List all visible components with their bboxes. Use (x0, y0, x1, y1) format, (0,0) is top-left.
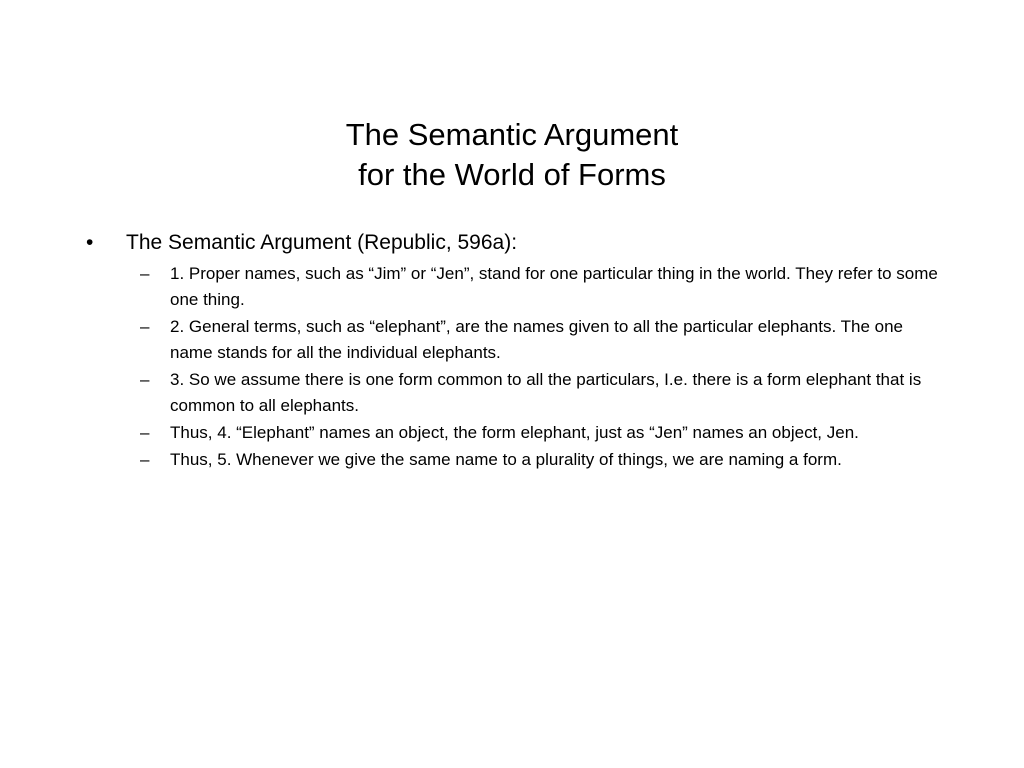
sub-bullet-3 (86, 367, 950, 419)
sub-bullet-text: Thus, 4. “Elephant” names an object, the form elephant, just as “Jen” names an object, Jen. (170, 423, 859, 442)
main-bullet-text: The Semantic Argument (Republic, 596a): (126, 231, 518, 254)
dash-marker: – (140, 317, 150, 336)
slide-title-line-1: The Semantic Argument (345, 116, 679, 152)
sub-bullet-text: 2. General terms, such as “elephant”, are the names given to all the particular elephants. The one name stands for all the individual elephants. (170, 317, 903, 362)
main-bullet (86, 229, 946, 257)
slide-body (86, 229, 946, 474)
slide-title (0, 115, 1024, 195)
dash-marker: – (140, 264, 150, 283)
sub-bullet-text: 3. So we assume there is one form common to all the particulars, I.e. there is a form elephant that is common to all elephants. (170, 370, 922, 415)
sub-bullet-2 (86, 314, 950, 366)
dash-marker: – (140, 450, 150, 469)
sub-bullet-text: 1. Proper names, such as “Jim” or “Jen”, stand for one particular thing in the world. They refer to some one thing. (170, 264, 938, 309)
sub-bullet-list (86, 261, 946, 473)
sub-bullet-4 (86, 420, 950, 446)
slide-title-line-2: for the World of Forms (358, 156, 666, 192)
sub-bullet-1 (86, 261, 950, 313)
dash-marker: – (140, 370, 150, 389)
sub-bullet-text: Thus, 5. Whenever we give the same name to a plurality of things, we are naming a form. (170, 450, 842, 469)
dash-marker: – (140, 423, 150, 442)
bullet-marker: • (86, 231, 94, 254)
sub-bullet-5 (86, 447, 950, 473)
